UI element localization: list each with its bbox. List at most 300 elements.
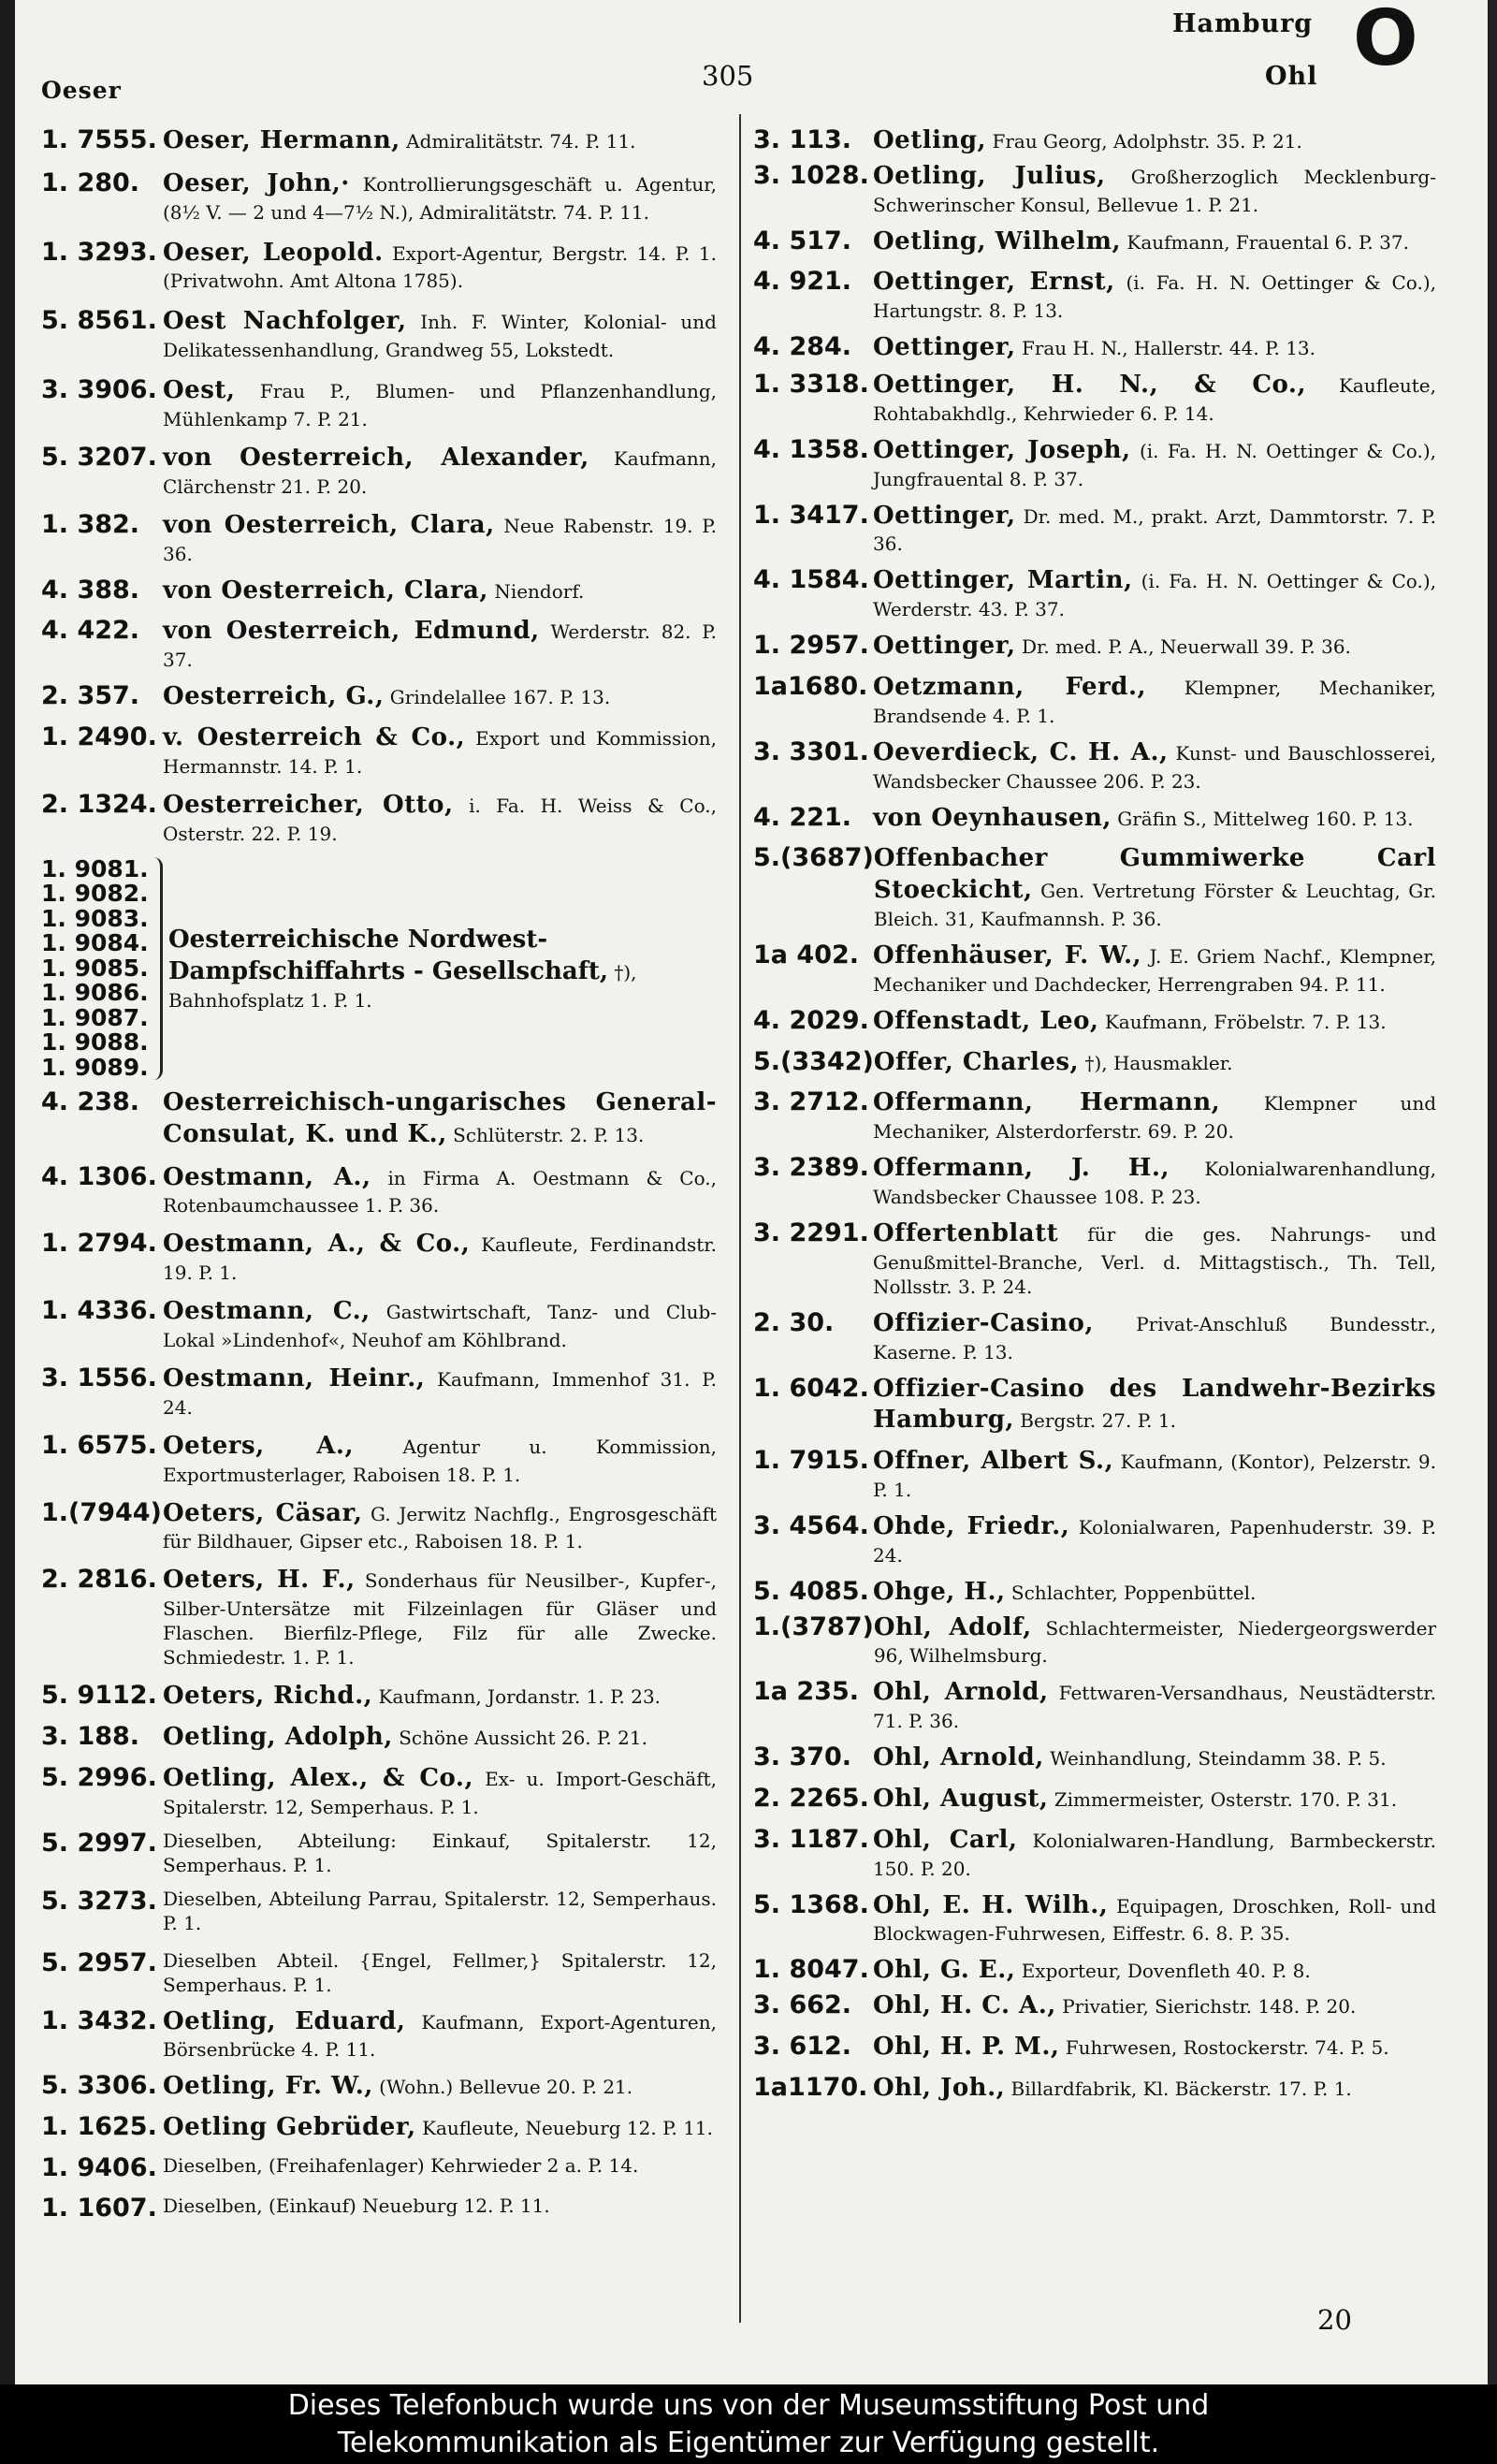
entry-list [41, 125, 717, 846]
directory-entry [753, 1825, 1436, 1881]
entry-name: Offizier-Casino des Landwehr-Bezirks Hamburg, [873, 1374, 1436, 1435]
entry-text [873, 1374, 1436, 1437]
directory-entry [753, 1308, 1436, 1364]
phone-number: 2. 2265. [753, 1783, 869, 1813]
entry-details: Frau Georg, Adolphstr. 35. P. 21. [992, 130, 1302, 153]
directory-entry [753, 1990, 1436, 2022]
entry-text [873, 435, 1436, 491]
entry-details: Export und Kommission, Hermannstr. 14. P. 1. [163, 726, 718, 778]
phone-number: 1. 3417. [753, 500, 869, 530]
entry-text [873, 1577, 1436, 1609]
entry-details: Kolonialwarenhandlung, Wandsbecker Chaussee 108. P. 23. [873, 1158, 1436, 1208]
phone-number: 1.(3787) [753, 1611, 874, 1641]
entry-details: Equipagen, Droschken, Roll- und Blockwagen-Fuhrwesen, Eiffestr. 6. 8. P. 35. [873, 1894, 1437, 1946]
entry-list [41, 1087, 717, 2224]
entry-text [873, 1308, 1436, 1364]
entry-name: Oestmann, C., [163, 1297, 371, 1326]
footer-number: 20 [1317, 2304, 1352, 2336]
entry-name: Ohl, Adolf, [873, 1612, 1032, 1641]
entry-name: von Oesterreich, Clara, [163, 576, 488, 605]
phone-number: 5. 3207. [41, 442, 157, 472]
entry-name: Oettinger, Joseph, [873, 435, 1131, 464]
directory-entry [753, 737, 1436, 794]
entry-text [163, 1229, 717, 1285]
directory-entry [41, 2006, 717, 2063]
entry-name: Offertenblatt [873, 1218, 1059, 1247]
directory-entry [41, 125, 717, 157]
entry-name: Ohl, E. H. Wilh., [873, 1890, 1109, 1919]
entry-text [873, 737, 1436, 794]
directory-entry [41, 2153, 717, 2184]
section-letter: O [1353, 0, 1418, 83]
directory-entry [753, 940, 1436, 997]
directory-entry [753, 1153, 1436, 1209]
entry-details: †), Hausmakler. [1084, 1051, 1233, 1074]
phone-number: 4. 221. [753, 802, 852, 832]
entry-name: Oetling, Wilhelm, [873, 226, 1122, 255]
entry-details: Exporteur, Dovenfleth 40. P. 8. [1021, 1960, 1311, 1983]
entry-name: Oest Nachfolger, [163, 307, 407, 336]
phone-number: 4. 2029. [753, 1005, 869, 1035]
entry-details: Zimmermeister, Osterstr. 170. P. 31. [1054, 1787, 1398, 1811]
entry-text [163, 168, 717, 225]
entry-details: Kaufleute, Rohtabakhdlg., Kehrwieder 6. P. 14. [873, 373, 1437, 425]
entry-details: Kolonialwaren-Handlung, Barmbeckerstr. 150. P. 20. [873, 1829, 1437, 1880]
entry-details: †), Bahnhofsplatz 1. P. 1. [168, 960, 637, 1012]
phone-number: 1. 3432. [41, 2005, 157, 2035]
directory-entry [41, 1829, 717, 1877]
directory-entry [41, 1681, 717, 1713]
entry-text [873, 2032, 1436, 2063]
phone-number: 3. 113. [753, 125, 852, 154]
entry-details: Weinhandlung, Steindamm 38. P. 5. [1050, 1747, 1387, 1771]
entry-text [163, 1763, 717, 1819]
entry-text [873, 1087, 1436, 1144]
entry-text [873, 631, 1436, 663]
entry-name: Oeser, John,· [163, 168, 350, 197]
entry-details: Dr. med. P. A., Neuerwall 39. P. 36. [1021, 635, 1351, 659]
entry-name: Oeser, Hermann, [163, 126, 400, 154]
entry-details: Neue Rabenstr. 19. P. 36. [163, 514, 718, 565]
entry-details: i. Fa. H. Weiss & Co., Osterstr. 22. P. 19. [163, 794, 718, 845]
directory-entry [41, 1229, 717, 1285]
entry-details: Großherzoglich Mecklenburg-Schwerinscher Konsul, Bellevue 1. P. 21. [873, 165, 1436, 216]
phone-number: 3. 3301. [753, 736, 869, 766]
entry-text [874, 1612, 1436, 1669]
directory-entry [41, 1162, 717, 1218]
entry-details: Schöne Aussicht 26. P. 21. [399, 1727, 647, 1750]
entry-name: Oettinger, H. N., & Co., [873, 370, 1307, 399]
entry-details: Dieselben Abteil. {Engel, Fellmer,} Spitalerstr. 12, Semperhaus. P. 1. [163, 1948, 717, 1996]
entry-name: Ohl, G. E., [873, 1956, 1016, 1985]
entry-text [873, 370, 1436, 426]
entry-name: Oeverdieck, C. H. A., [873, 737, 1169, 766]
entry-details: Klempner, Mechaniker, Brandsende 4. P. 1. [873, 676, 1437, 727]
right-column [753, 125, 1436, 2104]
entry-text [163, 443, 717, 499]
entry-name: v. Oesterreich & Co., [163, 722, 466, 751]
phone-number: 5. 2997. [41, 1828, 157, 1858]
entry-details: (i. Fa. H. N. Oettinger & Co.), Hartungstr. 8. P. 13. [873, 271, 1436, 323]
phone-number: 3. 2712. [753, 1087, 869, 1117]
entry-name: Oesterreich, G., [163, 682, 385, 711]
phone-number: 4. 388. [41, 575, 140, 605]
entry-details: Agentur u. Kommission, Exportmusterlager, Raboisen 18. P. 1. [163, 1435, 718, 1486]
directory-entry [753, 1047, 1436, 1079]
entry-details: Dr. med. M., prakt. Arzt, Dammtorstr. 7. P. 36. [873, 504, 1436, 556]
phone-number: 1a1680. [753, 671, 868, 701]
phone-number: 3. 1556. [41, 1363, 157, 1393]
entry-name: Offenhäuser, F. W., [873, 940, 1142, 970]
header-first-name: Oeser [41, 77, 122, 104]
directory-entry [41, 790, 717, 846]
phone-number: 1. 7555. [41, 125, 157, 154]
entry-name: Oesterreichisch-ungarisches General-Consulat, K. und K., [163, 1088, 717, 1148]
phone-number: 1. 9082. [41, 880, 149, 908]
entry-details: (i. Fa. H. N. Oettinger & Co.), Werderstr. 43. P. 37. [873, 570, 1436, 621]
directory-entry [41, 681, 717, 713]
entry-name: Oettinger, Ernst, [873, 268, 1115, 297]
entry-text [163, 1829, 717, 1877]
entry-text [874, 843, 1436, 931]
phone-number: 3. 370. [753, 1742, 852, 1772]
phone-number: 5. 2957. [41, 1947, 157, 1977]
entry-name: Oeters, H. F., [163, 1566, 356, 1595]
entry-details: (Wohn.) Bellevue 20. P. 21. [379, 2076, 633, 2099]
entry-details: Gräfin S., Mittelweg 160. P. 13. [1117, 807, 1414, 830]
directory-entry [753, 1612, 1436, 1669]
entry-name: Ohl, H. C. A., [873, 1991, 1056, 2020]
entry-name: Oetling, Eduard, [163, 2006, 406, 2035]
entry-text [163, 1681, 717, 1713]
entry-text [873, 267, 1436, 323]
directory-entry [41, 1763, 717, 1819]
entry-text [873, 1153, 1436, 1209]
entry-name: Oestmann, A., & Co., [163, 1230, 471, 1259]
entry-name: von Oesterreich, Alexander, [163, 443, 589, 472]
entry-details: Fuhrwesen, Rostockerstr. 74. P. 5. [1065, 2035, 1389, 2059]
phone-number: 5. 3306. [41, 2071, 157, 2101]
entry-text [873, 332, 1436, 364]
phone-number: 3. 612. [753, 2031, 852, 2061]
entry-name: Oettinger, [873, 333, 1016, 362]
phone-number: 1. 9086. [41, 979, 149, 1007]
scan-edge-right [1488, 0, 1497, 2384]
phone-number: 1. 9085. [41, 954, 149, 982]
phone-number: 1. 2957. [753, 631, 869, 661]
phone-number: 2. 357. [41, 681, 140, 711]
directory-entry [753, 631, 1436, 663]
group-text [163, 857, 717, 1081]
entry-name: Offermann, J. H., [873, 1154, 1170, 1183]
scan-edge-left [0, 0, 15, 2384]
directory-entry [41, 443, 717, 499]
entry-details: Bergstr. 27. P. 1. [1020, 1409, 1176, 1433]
phone-number: 4. 1306. [41, 1161, 157, 1191]
entry-text [873, 1742, 1436, 1774]
entry-details: Gen. Vertretung Förster & Leuchtag, Gr. Bleich. 31, Kaufmannsh. P. 36. [873, 880, 1436, 930]
entry-name: Oetzmann, Ferd., [873, 672, 1147, 701]
entry-name: von Oeynhausen, [873, 803, 1112, 832]
directory-entry [753, 1006, 1436, 1038]
phone-number: 5. 4085. [753, 1576, 869, 1606]
entry-details: Admiralitätstr. 74. P. 11. [406, 130, 636, 153]
entry-details: in Firma A. Oestmann & Co., Rotenbaumchaussee 1. P. 36. [163, 1166, 718, 1217]
entry-text [873, 161, 1436, 217]
entry-name: Oetling, Adolph, [163, 1723, 393, 1752]
phone-number: 1. 2794. [41, 1229, 157, 1259]
entry-details: Grindelallee 167. P. 13. [389, 686, 611, 709]
directory-entry [753, 1742, 1436, 1774]
entry-text [163, 1722, 717, 1754]
phone-number: 5.(3687) [753, 843, 874, 873]
directory-entry [753, 2073, 1436, 2105]
phone-number: 5. 3273. [41, 1886, 157, 1916]
phone-number: 2. 30. [753, 1307, 835, 1337]
phone-number: 3. 2291. [753, 1217, 869, 1247]
directory-entry [753, 1890, 1436, 1946]
entry-text [873, 1955, 1436, 1987]
directory-entry [41, 2194, 717, 2224]
entry-name: Ohge, H., [873, 1577, 1006, 1606]
phone-number: 1. 3293. [41, 237, 157, 267]
directory-entry [753, 1087, 1436, 1144]
phone-number: 1. 382. [41, 509, 140, 539]
entry-name: Oettinger, [873, 501, 1016, 530]
directory-entry [41, 1296, 717, 1352]
entry-details: G. Jerwitz Nachflg., Engrosgeschäft für Bildhauer, Gipser etc., Raboisen 18. P. 1. [163, 1502, 718, 1553]
entry-text [873, 1511, 1436, 1567]
phone-number: 5. 2996. [41, 1762, 157, 1792]
entry-name: Ohl, August, [873, 1784, 1049, 1813]
entry-details: Fettwaren-Versandhaus, Neustädterstr. 71. P. 36. [873, 1682, 1436, 1733]
entry-details: Frau P., Blumen- und Pflanzenhandlung, Mühlenkamp 7. P. 21. [163, 380, 718, 430]
directory-entry [753, 843, 1436, 931]
entry-name: Ohl, Arnold, [873, 1678, 1049, 1707]
phone-number: 1. 8047. [753, 1955, 869, 1985]
entry-text [163, 616, 717, 672]
directory-entry [41, 616, 717, 672]
directory-entry [753, 267, 1436, 323]
entry-name: von Oesterreich, Edmund, [163, 617, 540, 646]
entry-text [873, 940, 1436, 997]
entry-name: Offenstadt, Leo, [873, 1006, 1099, 1035]
entry-text [873, 2073, 1436, 2105]
directory-entry [41, 238, 717, 294]
phone-number: 4. 517. [753, 226, 852, 255]
directory-entry [753, 1955, 1436, 1987]
entry-text [873, 1784, 1436, 1815]
entry-details: Niendorf. [494, 579, 585, 603]
entry-name: Oestmann, Heinr., [163, 1364, 426, 1393]
entry-details: Billardfabrik, Kl. Bäckerstr. 17. P. 1. [1010, 2077, 1352, 2100]
entry-text [873, 1218, 1436, 1299]
entry-details: Kontrollierungsgeschäft u. Agentur, (8½ V. — 2 und 4—7½ N.), Admiralitätstr. 74. P. 11. [163, 172, 718, 224]
entry-text [873, 672, 1436, 728]
entry-text [163, 1162, 717, 1218]
entry-text [873, 1890, 1436, 1946]
directory-entry [41, 1722, 717, 1754]
entry-text [873, 565, 1436, 621]
phone-number: 3. 2389. [753, 1153, 869, 1183]
entry-details: Kaufleute, Neueburg 12. P. 11. [422, 2117, 713, 2140]
directory-entry [753, 501, 1436, 557]
directory-entry [41, 1498, 717, 1554]
entry-details: Kolonialwaren, Papenhuderstr. 39. P. 24. [873, 1515, 1436, 1567]
entry-details: Schlachtermeister, Niedergeorgswerder 96, Wilhelmsburg. [873, 1616, 1436, 1668]
phone-number: 1a 235. [753, 1677, 860, 1707]
phone-number: 1. 9087. [41, 1003, 149, 1031]
directory-entry [41, 2071, 717, 2103]
phone-number: 3. 1187. [753, 1824, 869, 1854]
header-city: Hamburg [1172, 9, 1314, 38]
entry-text [163, 125, 717, 157]
entry-details: Klempner und Mechaniker, Alsterdorferstr. 69. P. 20. [873, 1092, 1437, 1144]
page-number: 305 [702, 60, 754, 92]
entry-name: Oettinger, Martin, [873, 566, 1133, 595]
directory-entry [753, 672, 1436, 728]
entry-details: Dieselben, Abteilung: Einkauf, Spitalerstr. 12, Semperhaus. P. 1. [163, 1829, 717, 1876]
entry-details: J. E. Griem Nachf., Klempner, Mechaniker und Dachdecker, Herrengraben 94. P. 11. [873, 944, 1437, 996]
entry-text [163, 2006, 717, 2063]
directory-entry [41, 1948, 717, 1997]
directory-entry [753, 435, 1436, 491]
entry-list [753, 125, 1436, 2104]
caption [0, 2384, 1497, 2464]
directory-entry [753, 125, 1436, 157]
entry-text [163, 375, 717, 431]
entry-text [163, 722, 717, 779]
entry-details: Kaufleute, Ferdinandstr. 19. P. 1. [163, 1233, 718, 1285]
entry-name: Oeser, Leopold. [163, 238, 384, 267]
entry-text [163, 1498, 717, 1554]
entry-text [873, 1446, 1436, 1502]
entry-text [873, 1825, 1436, 1881]
caption-line: Telekommunikation als Eigentümer zur Verfügung gestellt. [337, 2427, 1160, 2459]
phone-number: 1. 9084. [41, 929, 149, 957]
phone-number: 2. 1324. [41, 789, 157, 819]
entry-details: Dieselben, Abteilung Parrau, Spitalerstr. 12, Semperhaus. P. 1. [163, 1887, 717, 1934]
entry-name: Oetling, [873, 126, 987, 154]
entry-text [163, 2194, 717, 2224]
caption-line: Dieses Telefonbuch wurde uns von der Museumsstiftung Post und [287, 2389, 1210, 2422]
entry-name: Oetling, Alex., & Co., [163, 1763, 474, 1792]
directory-entry [753, 226, 1436, 258]
directory-entry [41, 576, 717, 607]
entry-details: Kunst- und Bauschlosserei, Wandsbecker Chaussee 206. P. 23. [873, 741, 1437, 793]
directory-entry [41, 510, 717, 566]
entry-text [163, 2112, 717, 2144]
phone-number: 4. 422. [41, 616, 140, 646]
entry-details: Privat-Anschluß Bundesstr., Kaserne. P. 13. [873, 1312, 1436, 1363]
entry-details: Schlüterstr. 2. P. 13. [453, 1123, 645, 1146]
entry-text [163, 1948, 717, 1997]
left-column [41, 125, 717, 2224]
directory-entry [753, 332, 1436, 364]
entry-name: Oest, [163, 376, 236, 405]
directory-entry [41, 1363, 717, 1420]
group-phone-numbers [41, 854, 163, 1081]
directory-entry [753, 370, 1436, 426]
entry-name: Oeters, Cäsar, [163, 1498, 363, 1527]
entry-details: Kaufmann, Fröbelstr. 7. P. 13. [1104, 1010, 1387, 1033]
entry-text [163, 238, 717, 294]
entry-name: von Oesterreich, Clara, [163, 510, 495, 539]
entry-group [41, 854, 717, 1081]
entry-text [873, 1990, 1436, 2022]
phone-number: 5. 8561. [41, 306, 157, 336]
directory-entry [753, 1218, 1436, 1299]
entry-details: für die ges. Nahrungs- und Genußmittel-Branche, Verl. d. Mittagstisch., Th. Tell, Nollsstr. 3. P. 24. [873, 1222, 1436, 1298]
entry-details: Kaufmann, Jordanstr. 1. P. 23. [378, 1685, 661, 1709]
entry-name: Offermann, Hermann, [873, 1088, 1221, 1117]
entry-text [163, 1087, 717, 1151]
directory-entry [41, 168, 717, 225]
directory-entry [753, 2032, 1436, 2063]
phone-number: 1. 9083. [41, 904, 149, 932]
phone-number: 5. 1368. [753, 1889, 869, 1919]
entry-details: Dieselben, (Freihafenlager) Kehrwieder 2 a. P. 14. [163, 2154, 639, 2178]
header-last-name: Ohl [1265, 62, 1318, 91]
entry-name: Oettinger, [873, 632, 1016, 661]
directory-entry [41, 375, 717, 431]
entry-name: Oesterreichische Nordwest-Dampfschiffahrts - Gesellschaft, [168, 926, 608, 985]
phone-number: 1a 402. [753, 940, 860, 970]
entry-text [163, 681, 717, 713]
entry-text [163, 1296, 717, 1352]
entry-name: Oeters, Richd., [163, 1682, 373, 1711]
phone-number: 3. 3906. [41, 375, 157, 405]
phone-number: 4. 921. [753, 267, 852, 297]
directory-entry [753, 1374, 1436, 1437]
entry-text [163, 510, 717, 566]
phone-number: 1. 7915. [753, 1446, 869, 1476]
entry-text [873, 125, 1436, 157]
entry-details: (i. Fa. H. N. Oettinger & Co.), Jungfrauental 8. P. 37. [873, 439, 1436, 490]
entry-name: Oesterreicher, Otto, [163, 790, 454, 819]
directory-entry [41, 722, 717, 779]
phone-number: 1. 3318. [753, 369, 869, 399]
entry-name: Offenbacher Gummiwerke Carl Stoeckicht, [873, 844, 1436, 905]
entry-text [163, 576, 717, 607]
phone-number: 5. 9112. [41, 1681, 157, 1711]
phone-number: 2. 2816. [41, 1565, 157, 1595]
phone-number: 1. 6575. [41, 1430, 157, 1460]
phone-number: 1. 1625. [41, 2112, 157, 2142]
entry-text [874, 1047, 1436, 1079]
phone-number: 1. 280. [41, 168, 140, 197]
phone-number: 3. 188. [41, 1722, 140, 1752]
phone-number: 1. 9406. [41, 2153, 157, 2183]
phone-number: 1. 4336. [41, 1296, 157, 1326]
directory-entry [753, 803, 1436, 835]
entry-text [163, 306, 717, 362]
entry-name: Offner, Albert S., [873, 1447, 1114, 1476]
entry-details: Schlachter, Poppenbüttel. [1010, 1581, 1257, 1604]
entry-name: Ohl, Joh., [873, 2073, 1006, 2102]
entry-details: Kaufmann, Export-Agenturen, Börsenbrücke 4. P. 11. [163, 2010, 718, 2062]
entry-text [873, 226, 1436, 258]
entry-text [873, 501, 1436, 557]
entry-text [873, 1677, 1436, 1733]
directory-entry [41, 306, 717, 362]
entry-details: Sonderhaus für Neusilber-, Kupfer-, Silber-Untersätze mit Filzeinlagen für Gläser und Flaschen. Bierfilz-Pflege, Filz für alle Zwecke. Schmiedestr. 1. P. 1. [163, 1569, 718, 1669]
entry-details: Frau H. N., Hallerstr. 44. P. 13. [1021, 337, 1316, 360]
directory-entry [41, 1565, 717, 1669]
entry-details: Ex- u. Import-Geschäft, Spitalerstr. 12, Semperhaus. P. 1. [163, 1767, 717, 1818]
entry-details: Inh. F. Winter, Kolonial- und Delikatessenhandlung, Grandweg 55, Lokstedt. [163, 311, 717, 362]
entry-name: Oetling, Julius, [873, 161, 1106, 190]
